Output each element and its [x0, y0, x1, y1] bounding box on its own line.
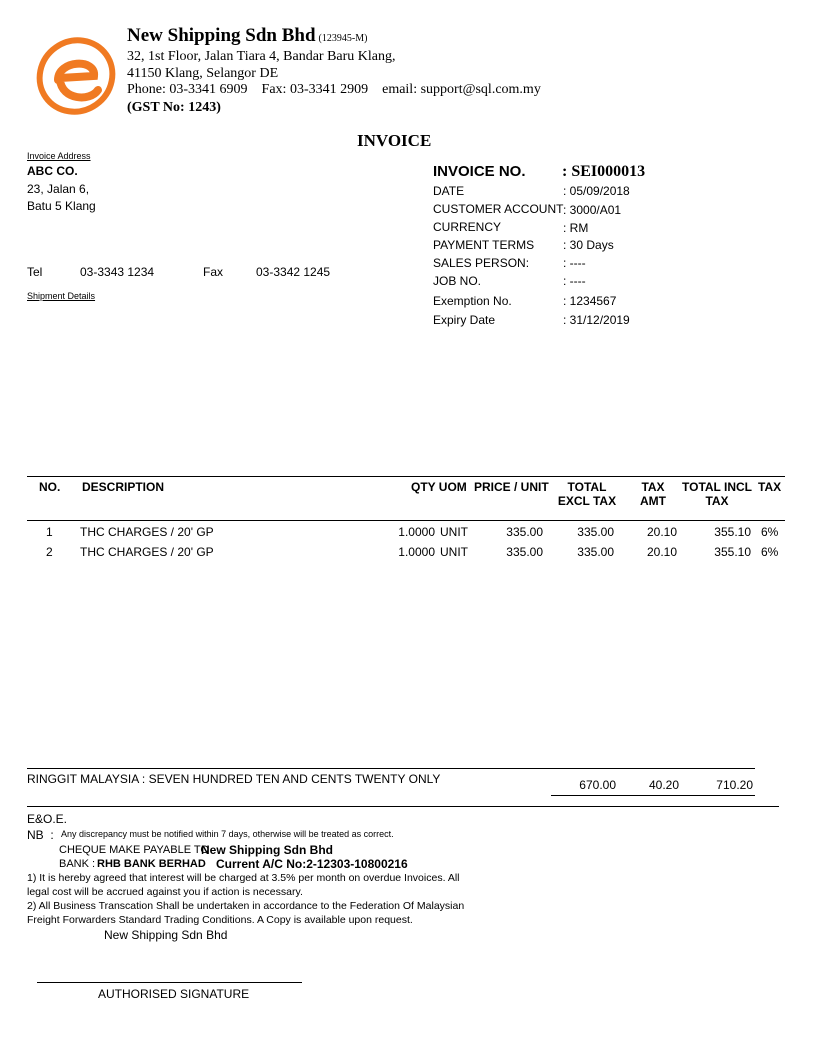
- cheque-payable-name: New Shipping Sdn Bhd: [201, 843, 333, 857]
- col-total-incl-header-line1: TOTAL INCL: [682, 480, 752, 494]
- row-qty: 1.0000: [398, 525, 435, 539]
- signing-company: New Shipping Sdn Bhd: [104, 928, 228, 942]
- fax-value: 03-3342 1245: [256, 265, 331, 279]
- grand-total: 710.20: [716, 778, 753, 792]
- customer-address-2: Batu 5 Klang: [27, 199, 96, 213]
- col-tax-amt-header: [632, 480, 674, 508]
- col-price-header: PRICE / UNIT: [474, 480, 549, 494]
- company-header: [127, 25, 367, 47]
- tel-label: Tel: [27, 265, 43, 279]
- company-phone: Phone: 03-3341 6909 Fax: 03-3341 2909 email: support@sql.com.my: [127, 82, 541, 97]
- invoice-address-label: Invoice Address: [27, 151, 91, 161]
- col-tax-header: TAX: [758, 480, 782, 494]
- customer-account-label: CUSTOMER ACCOUNT: [433, 202, 564, 216]
- col-total-incl-header-line2: TAX: [705, 494, 729, 508]
- col-no-header: NO.: [39, 480, 61, 494]
- company-logo: [32, 30, 120, 120]
- row-tax-rate: 6%: [761, 545, 779, 559]
- company-reg-no: (123945-M): [318, 33, 368, 44]
- currency-value: : RM: [563, 221, 589, 235]
- company-address-2: 41150 Klang, Selangor DE: [127, 66, 279, 81]
- currency-label: CURRENCY: [433, 220, 502, 234]
- company-gst: (GST No: 1243): [127, 100, 221, 115]
- signature-line: [37, 982, 302, 983]
- row-description: THC CHARGES / 20' GP: [80, 545, 214, 559]
- term-1-line-1: 1) It is hereby agreed that interest will be charged at 3.5% per month on overdue Invoices. All: [27, 872, 460, 884]
- row-total-excl: 335.00: [577, 545, 614, 559]
- company-name: New Shipping Sdn Bhd: [127, 25, 316, 46]
- invoice-no-label: INVOICE NO.: [433, 163, 526, 180]
- bank-label: BANK :: [59, 858, 96, 870]
- row-tax-amt: 20.10: [646, 545, 677, 559]
- total-excl-tax: 670.00: [579, 778, 616, 792]
- cheque-payable-label: CHEQUE MAKE PAYABLE TO: [59, 844, 209, 856]
- row-no: 1: [46, 525, 53, 539]
- sales-person-label: SALES PERSON:: [433, 256, 530, 270]
- term-2-line-2: Freight Forwarders Standard Trading Conditions. A Copy is available upon request.: [27, 914, 413, 926]
- amount-in-words: RINGGIT MALAYSIA : SEVEN HUNDRED TEN AND CENTS TWENTY ONLY: [27, 772, 441, 786]
- col-total-excl-header: [552, 480, 622, 508]
- expiry-date-label: Expiry Date: [433, 313, 496, 327]
- row-total-incl: 355.10: [714, 545, 751, 559]
- row-total-excl: 335.00: [577, 525, 614, 539]
- row-total-incl: 355.10: [714, 525, 751, 539]
- exemption-no-label: Exemption No.: [433, 294, 512, 308]
- company-address-1: 32, 1st Floor, Jalan Tiara 4, Bandar Baru Klang,: [127, 49, 396, 64]
- row-tax-amt: 20.10: [646, 525, 677, 539]
- table-row: [0, 525, 816, 543]
- table-row: [0, 545, 816, 563]
- table-header-rule: [27, 520, 785, 521]
- col-total-excl-header-line2: EXCL TAX: [557, 494, 617, 508]
- total-tax-amount: 40.20: [648, 778, 679, 792]
- col-total-incl-header: [680, 480, 754, 508]
- row-tax-rate: 6%: [761, 525, 779, 539]
- col-tax-amt-header-line1: TAX: [641, 480, 665, 494]
- row-price: 335.00: [506, 545, 543, 559]
- authorised-signature-label: AUTHORISED SIGNATURE: [98, 987, 250, 1001]
- term-1-line-2: legal cost will be accrued against you if action is necessary.: [27, 886, 303, 898]
- col-qty-uom-header: QTY UOM: [411, 480, 467, 494]
- payment-terms-value: : 30 Days: [563, 238, 614, 252]
- date-label: DATE: [433, 184, 465, 198]
- nb-label: NB :: [27, 828, 54, 842]
- table-top-rule: [27, 476, 785, 477]
- shipment-details-label: Shipment Details: [27, 291, 96, 301]
- job-no-value: : ----: [563, 274, 586, 288]
- tel-value: 03-3343 1234: [80, 265, 155, 279]
- row-no: 2: [46, 545, 53, 559]
- date-value: : 05/09/2018: [563, 184, 630, 198]
- bank-name: RHB BANK BERHAD: [97, 858, 206, 870]
- totals-top-rule: [27, 768, 755, 769]
- col-description-header: DESCRIPTION: [82, 480, 165, 494]
- expiry-date-value: : 31/12/2019: [563, 313, 630, 327]
- invoice-no-value: : SEI000013: [562, 163, 646, 180]
- footer-rule: [27, 806, 779, 807]
- term-2-line-1: 2) All Business Transcation Shall be undertaken in accordance to the Federation Of Malaysian: [27, 900, 465, 912]
- fax-label: Fax: [203, 265, 224, 279]
- sales-person-value: : ----: [563, 256, 586, 270]
- row-price: 335.00: [506, 525, 543, 539]
- job-no-label: JOB NO.: [433, 274, 482, 288]
- eoe-note: E&O.E.: [27, 812, 68, 826]
- payment-terms-label: PAYMENT TERMS: [433, 238, 535, 252]
- nb-text: Any discrepancy must be notified within 7 days, otherwise will be treated as correct.: [61, 829, 394, 839]
- row-qty: 1.0000: [398, 545, 435, 559]
- bank-account: Current A/C No:2-12303-10800216: [216, 857, 408, 871]
- document-title: INVOICE: [357, 131, 432, 150]
- col-tax-amt-header-line2: AMT: [640, 494, 666, 508]
- customer-account-value: : 3000/A01: [563, 203, 622, 217]
- totals-bottom-rule: [551, 795, 755, 796]
- customer-address-1: 23, Jalan 6,: [27, 182, 90, 196]
- row-description: THC CHARGES / 20' GP: [80, 525, 214, 539]
- col-total-excl-header-line1: TOTAL: [567, 480, 607, 494]
- customer-name: ABC CO.: [27, 164, 78, 178]
- exemption-no-value: : 1234567: [563, 294, 617, 308]
- row-uom: UNIT: [440, 525, 468, 539]
- row-uom: UNIT: [440, 545, 468, 559]
